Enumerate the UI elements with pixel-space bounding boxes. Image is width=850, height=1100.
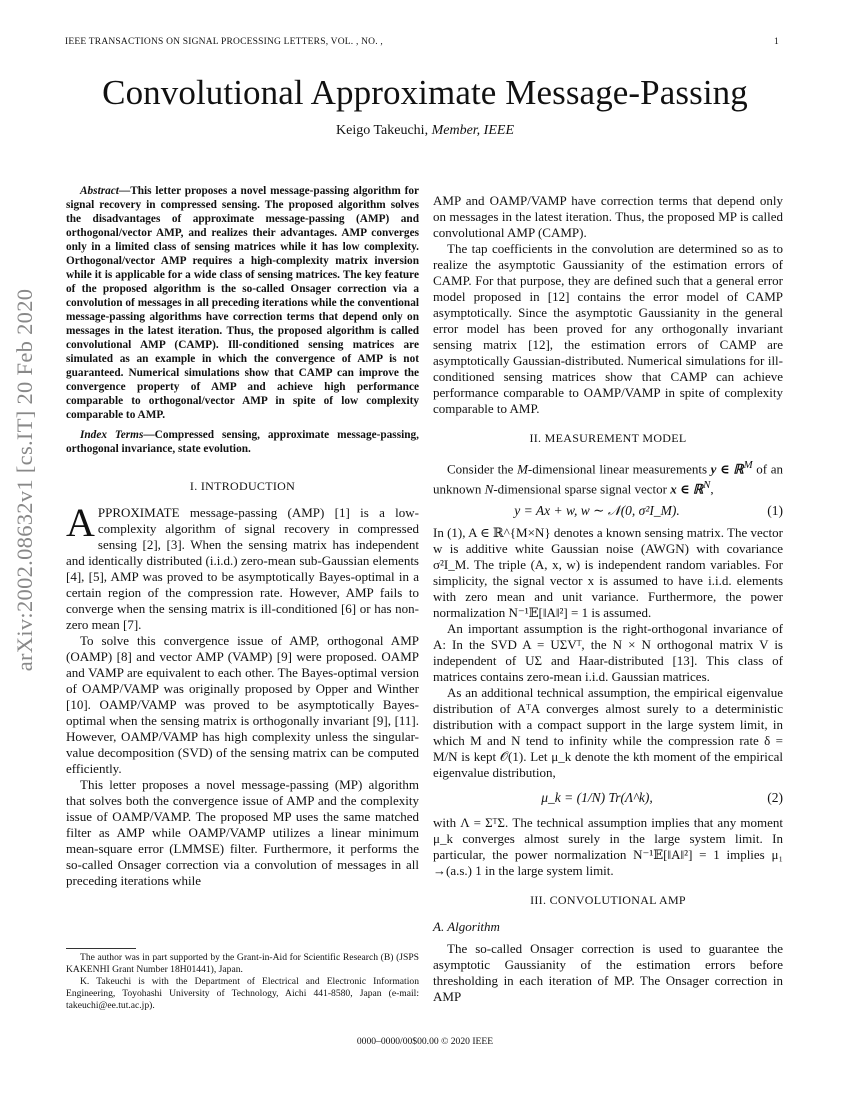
abstract-text: —This letter proposes a novel message-passing algorithm for signal recovery in compressed sensing. The proposed algorithm solves the disadvantages of approximate message-passing (AMP) and orthogonal/vector AMP, and realizes their advantages. AMP converges only in a limited class of sensing matrices while it has low complexity. Orthogonal/vector AMP requires a high-complexity matrix inversion while it is applicable for a wide class of sensing matrices. The key feature of the proposed algorithm is the so-called Onsager correction via a convolution of messages in all preceding iterations while the conventional message-passing algorithms have correction terms that depend only on messages in the latest iteration. Thus, the proposed algorithm is called convolutional AMP (CAMP). Ill-conditioned sensing matrices are simulated as an example in which the convergence of AMP is not guaranteed. Numerical simulations show that CAMP can improve the convergence property of AMP and achieve high performance comparable to orthogonal/vector AMP in spite of low complexity comparable to AMP.	[66, 185, 419, 421]
paper-title: Convolutional Approximate Message-Passing	[102, 73, 748, 112]
equation-2	[433, 790, 783, 806]
section-heading-convolutional-amp: III. CONVOLUTIONAL AMP	[530, 892, 686, 907]
equation-1-number: (1)	[767, 502, 783, 518]
arxiv-stamp	[0, 240, 50, 720]
equation-1-body: y = Ax + w, w ∼ 𝒩(0, σ²I_M).	[514, 502, 680, 518]
model-paragraph-2: In (1), A ∈ ℝ^{M×N} denotes a known sensing matrix. The vector w is additive white Gaussian noise (AWGN) with covariance σ²I_M. The triple (A, x, w) is independent random variables. For simplicity, the signal vector x is assumed to have i.i.d. elements with zero mean and unit variance. Furthermore, the power normalization N⁻¹𝔼[‖A‖²] = 1 is assumed.	[433, 524, 783, 620]
running-header: IEEE TRANSACTIONS ON SIGNAL PROCESSING LETTERS, VOL. , NO. ,	[65, 37, 383, 47]
intro-paragraph-3: This letter proposes a novel message-passing (MP) algorithm that solves both the convergence issue of AMP and the complexity issue of OAMP/VAMP. The proposed MP uses the same matched filter as AMP while OAMP/VAMP utilizes a linear minimum mean-square error (LMMSE) filter. Furthermore, it performs the so-called Onsager correction via a convolution of messages in all preceding iterations while	[66, 777, 419, 888]
left-column	[66, 184, 419, 889]
model-paragraph-1: Consider the M-dimensional linear measurements y ∈ ℝ$^M$ of an unknown N-dimensional sparse signal vector x ∈ ℝ$^N$,	[433, 459, 783, 497]
drop-cap: A	[66, 500, 95, 545]
index-terms-label: Index Terms	[80, 429, 144, 441]
author-line	[0, 123, 850, 139]
intro-paragraph-2: To solve this convergence issue of AMP, orthogonal AMP (OAMP) [8] and vector AMP (VAMP) [9] were proposed. OAMP and VAMP are equivalent to each other. The Bayes-optimal version of OAMP/VAMP was originally proposed by Opper and Winther [10]. OAMP/VAMP was proved to be asymptotically Bayes-optimal when the sensing matrix is orthogonally invariant [9], [11]. However, OAMP/VAMP has high complexity unless the singular-value decomposition (SVD) of the sensing matrix can be computed efficiently.	[66, 633, 419, 776]
model-paragraph-5: with Λ = ΣᵀΣ. The technical assumption implies that any moment μ_k converges almost surely in the large system limit. In particular, the power normalization N⁻¹𝔼[‖A‖²] = 1 implies μ₁ →(a.s.) 1 in the large system limit.	[433, 814, 783, 878]
author-membership: Member, IEEE	[431, 123, 514, 138]
section-heading-introduction: I. INTRODUCTION	[189, 479, 296, 493]
right-column	[433, 193, 783, 1005]
equation-2-number: (2)	[767, 789, 783, 805]
footnotes	[66, 952, 419, 1012]
subsection-heading-algorithm: A. Algorithm	[433, 918, 500, 934]
intro-paragraph-4: AMP and OAMP/VAMP have correction terms that depend only on messages in the latest iteration. Thus, the proposed MP is called convolutional AMP (CAMP).	[433, 193, 783, 240]
author-name: Keigo Takeuchi,	[336, 123, 432, 138]
equation-2-body: μ_k = (1/N) Tr(Λ^k),	[541, 789, 653, 805]
algorithm-paragraph-1: The so-called Onsager correction is used to guarantee the asymptotic Gaussianity of the estimation errors before thresholding in each iteration of MP. The Onsager correction in AMP	[433, 940, 783, 1004]
model-paragraph-3: An important assumption is the right-orthogonal invariance of A: In the SVD A = UΣVᵀ, the N × N orthogonal matrix V is independent of UΣ and Haar-distributed [13]. This class of matrices contains zero-mean i.i.d. Gaussian matrices.	[433, 620, 783, 684]
intro-paragraph-1: APPROXIMATE message-passing (AMP) [1] is a low-complexity algorithm of signal recovery in compressed sensing [2], [3]. When the sensing matrix has independent and identically distributed (i.i.d.) zero-mean sub-Gaussian elements [4], [5], AMP was proved to be asymptotically Bayes-optimal in a certain region of the compression rate. However, AMP fails to converge when the sensing matrix is ill-conditioned [6] or has non-zero mean [7].	[66, 500, 419, 632]
footnote-affiliation: K. Takeuchi is with the Department of Electrical and Electronic Information Engineering, Toyohashi University of Technology, Aichi 441-8580, Japan (e-mail: takeuchi@ee.tut.ac.jp).	[66, 976, 419, 1011]
intro-paragraph-5: The tap coefficients in the convolution are determined so as to realize the asymptotic Gaussianity of the estimation errors of CAMP. For that purpose, they are defined such that a general error model proposed in [12] contains the error model of CAMP asymptotically. Since the asymptotic Gaussianity in the general error model has been proved for any orthogonally invariant sensing matrix [12], the estimation errors of CAMP are asymptotically Gaussian-distributed. Numerical simulations for ill-conditioned sensing matrices show that CAMP can achieve performance comparable to OAMP/VAMP in spite of complexity comparable to AMP.	[433, 241, 783, 416]
arxiv-stamp-text: arXiv:2002.08632v1 [cs.IT] 20 Feb 2020	[12, 288, 37, 672]
page-number: 1	[774, 37, 779, 47]
footnote-funding: The author was in part supported by the Grant-in-Aid for Scientific Research (B) (JSPS KAKENHI Grant Number 18H01441), Japan.	[66, 952, 419, 975]
equation-1	[433, 503, 783, 519]
index-terms-text: —Compressed sensing, approximate message-passing, orthogonal invariance, state evolution.	[66, 429, 419, 455]
footnote-rule	[66, 948, 136, 949]
abstract-label: Abstract	[80, 185, 119, 197]
abstract	[66, 184, 419, 422]
section-heading-measurement-model: II. MEASUREMENT MODEL	[529, 431, 687, 445]
copyright-footer: 0000–0000/00$00.00 © 2020 IEEE	[356, 1036, 494, 1047]
index-terms	[66, 428, 419, 456]
model-paragraph-4: As an additional technical assumption, the empirical eigenvalue distribution of AᵀA converges almost surely to a deterministic distribution with a compact support in the large system limit, in which M and N tend to infinity while the compression rate δ = M/N is kept 𝒪(1). Let μ_k denote the kth moment of the empirical eigenvalue distribution,	[433, 684, 783, 780]
